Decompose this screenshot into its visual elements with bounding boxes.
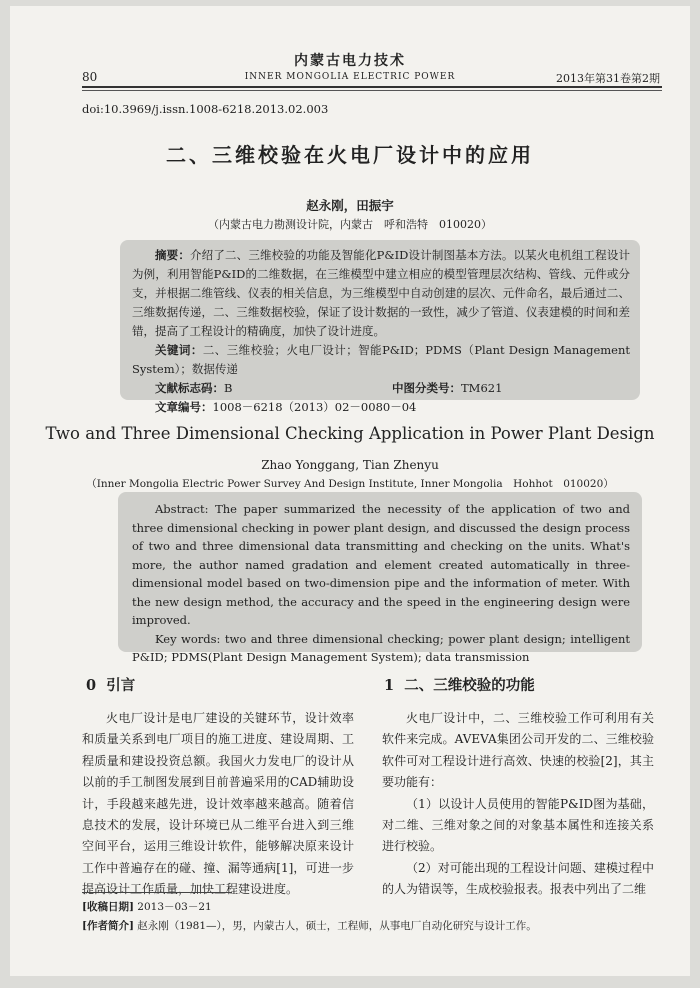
journal-page	[10, 6, 690, 976]
article-title-en: Two and Three Dimensional Checking Application in Power Plant Design	[45, 424, 655, 443]
section-0-body	[82, 708, 354, 901]
section-0-number: 0	[86, 677, 97, 694]
article-no-label: 文章编号：	[155, 400, 213, 414]
keywords-cn: 二、三维校验；火电厂设计；智能P&ID；PDMS（Plant Design Management System）；数据传递	[132, 343, 631, 376]
abstract-cn	[132, 246, 630, 417]
doc-code-label: 文献标志码：	[155, 381, 224, 395]
header-rule-thin	[82, 90, 662, 91]
footnote-received	[82, 899, 212, 914]
clc-label: 中图分类号：	[392, 381, 461, 395]
abstract-en-label: Abstract:	[155, 502, 209, 516]
keywords-cn-label: 关键词：	[155, 343, 203, 357]
doc-code: B	[224, 381, 233, 395]
section-1-body	[382, 708, 654, 901]
clc-code: TM621	[461, 381, 503, 395]
section-1-title: 二、三维校验的功能	[404, 677, 535, 694]
abstract-cn-text: 介绍了二、三维校验的功能及智能化P&ID设计制图基本方法。以某火电机组工程设计为例，利用智能P&ID的二维数据，在三维模型中建立相应的模型管理层次结构、管线、元件或分支，并根据二维管线、仪表的相关信息，为三维模型中自动创建的层次、元件命名，最后通过二、三维数据传递，二、三维数据校验，保证了设计数据的一致性，减少了管道、仪表建模的时间和差错，提高了工程设计的精确度，加快了设计进度。	[132, 248, 631, 338]
affiliation-cn: （内蒙古电力勘测设计院，内蒙古 呼和浩特 010020）	[208, 218, 492, 231]
section-1-paragraph-1: 火电厂设计中，二、三维校验工作可利用有关软件来完成。AVEVA集团公司开发的二、三维校验软件可对工程设计进行高效、快速的校验[2]，其主要功能有：	[382, 711, 654, 790]
section-0-paragraph: 火电厂设计是电厂建设的关键环节，设计效率和质量关系到电厂项目的施工进度、建设周期、工程质量和建设投资总额。我国火力发电厂的设计从以前的手工制图发展到目前普遍采用的CAD辅助设计，手段越来越先进，设计效率越来越高。随着信息技术的发展，设计环境已从二维平台进入到三维空间平台，运用三维设计软件，能够解决原来设计工作中普遍存在的碰、撞、漏等通病[1]，可进一步提高设计工作质量，加快工程建设进度。	[82, 711, 354, 897]
header-rule	[82, 86, 662, 88]
section-1-paragraph-3: （2）对可能出现的工程设计问题、建模过程中的人为错误等，生成校验报表。报表中列出了二维	[382, 860, 654, 897]
section-1-heading	[384, 674, 535, 695]
page-number: 80	[82, 70, 98, 84]
article-no: 1008－6218（2013）02－0080－04	[212, 400, 417, 414]
keywords-en-label: Key words:	[155, 631, 221, 646]
section-0-heading	[86, 674, 135, 695]
abstract-cn-label: 摘要：	[155, 248, 190, 262]
author-bio: 赵永刚（1981—），男，内蒙古人，硕士，工程师，从事电厂自动化研究与设计工作。	[137, 920, 537, 932]
section-0-title: 引言	[106, 677, 136, 694]
abstract-en	[132, 500, 630, 667]
issue-info: 2013年第31卷第2期	[556, 72, 660, 85]
footnote-author	[82, 918, 537, 933]
abstract-en-text: The paper summarized the necessity of the application of two and three dimensional checking in power plant design, and discussed the design process of two and three dimensional data transmitting and checking on the units. What's more, the author named gradation and element created automatically in three-dimensional model based on two-dimension pipe and the information of meter. With the new design method, the accuracy and the speed in the engineering design were improved.	[132, 502, 631, 627]
author-bio-label: [作者简介]	[82, 920, 134, 932]
received-date: 2013－03－21	[137, 901, 212, 913]
affiliation-en: （Inner Mongolia Electric Power Survey And Design Institute, Inner Mongolia Hohhot 010020）	[86, 478, 614, 490]
received-label: [收稿日期]	[82, 901, 134, 913]
journal-title-en: INNER MONGOLIA ELECTRIC POWER	[244, 72, 456, 82]
section-1-number: 1	[384, 677, 395, 694]
keywords-en: two and three dimensional checking; power plant design; intelligent P&ID; PDMS(Plant Design Management System); data transmission	[132, 631, 630, 664]
footnote-rule	[82, 892, 232, 893]
article-title-cn: 二、三维校验在火电厂设计中的应用	[166, 143, 534, 167]
doi: doi:10.3969/j.issn.1008-6218.2013.02.003	[82, 102, 329, 116]
authors-en: Zhao Yonggang, Tian Zhenyu	[261, 458, 439, 472]
section-1-paragraph-2: （1）以设计人员使用的智能P&ID图为基础，对二维、三维对象之间的对象基本属性和连接关系进行校验。	[382, 796, 654, 854]
authors-cn: 赵永刚，田振宇	[306, 198, 394, 213]
journal-title-cn: 内蒙古电力技术	[294, 53, 406, 69]
